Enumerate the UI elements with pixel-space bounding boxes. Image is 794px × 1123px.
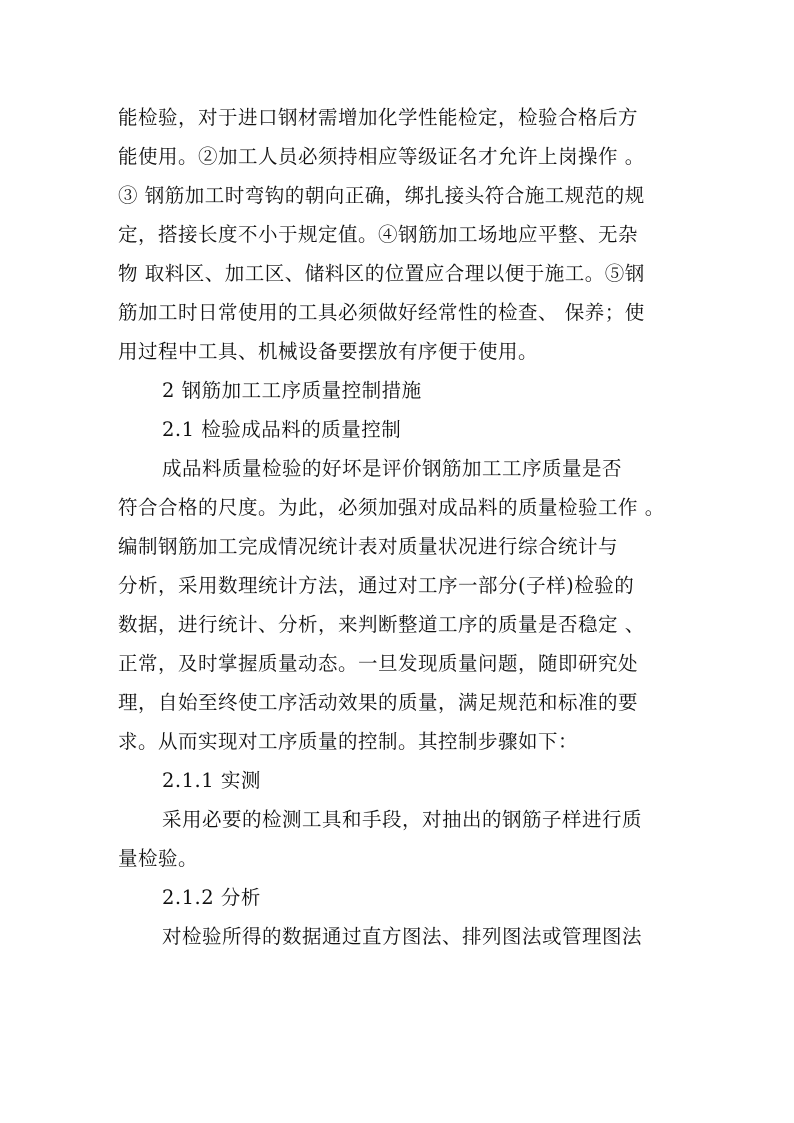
text-line: 编制钢筋加工完成情况统计表对质量状况进行综合统计与 — [118, 535, 619, 558]
text-line: 采用必要的检测工具和手段，对抽出的钢筋子样进行质 — [162, 808, 643, 831]
text-line: 量检验。 — [118, 847, 199, 870]
text-line: 能使用。②加工人员必须持相应等级证名才允许上岗操作 。 — [118, 145, 645, 168]
text-line: 定，搭接长度不小于规定值。④钢筋加工场地应平整、无杂 — [118, 223, 639, 246]
text-line: 能检验，对于进口钢材需增加化学性能检定，检验合格后方 — [118, 106, 639, 129]
text-line: 理，自始至终使工序活动效果的质量，满足规范和标准的要 — [118, 691, 639, 714]
text-line: 数据，进行统计、分析，来判断整道工序的质量是否稳定 、 — [118, 613, 645, 636]
text-line: ③ 钢筋加工时弯钩的朝向正确，绑扎接头符合施工规范的规 — [118, 184, 645, 207]
text-line: 筋加工时日常使用的工具必须做好经常性的检查、 保养；使 — [118, 301, 645, 324]
text-line: 求。从而实现对工序质量的控制。其控制步骤如下： — [118, 730, 579, 753]
text-line: 对检验所得的数据通过直方图法、排列图法或管理图法 — [162, 925, 643, 948]
text-line: 2.1 检验成品料的质量控制 — [162, 418, 402, 441]
text-line: 符合合格的尺度。为此，必须加强对成品料的质量检验工作 。 — [118, 496, 665, 519]
document-body — [118, 98, 678, 956]
text-line: 2 钢筋加工工序质量控制措施 — [162, 379, 422, 402]
text-line: 分析，采用数理统计方法，通过对工序一部分(子样)检验的 — [118, 574, 635, 597]
text-line: 物 取料区、加工区、储料区的位置应合理以便于施工。⑤钢 — [118, 262, 645, 285]
text-line: 正常，及时掌握质量动态。一旦发现质量问题，随即研究处 — [118, 652, 639, 675]
text-line: 用过程中工具、机械设备要摆放有序便于使用。 — [118, 340, 539, 363]
text-line: 成品料质量检验的好坏是评价钢筋加工工序质量是否 — [162, 457, 623, 480]
text-line: 2.1.2 分析 — [162, 886, 261, 909]
text-line: 2.1.1 实测 — [162, 769, 261, 792]
